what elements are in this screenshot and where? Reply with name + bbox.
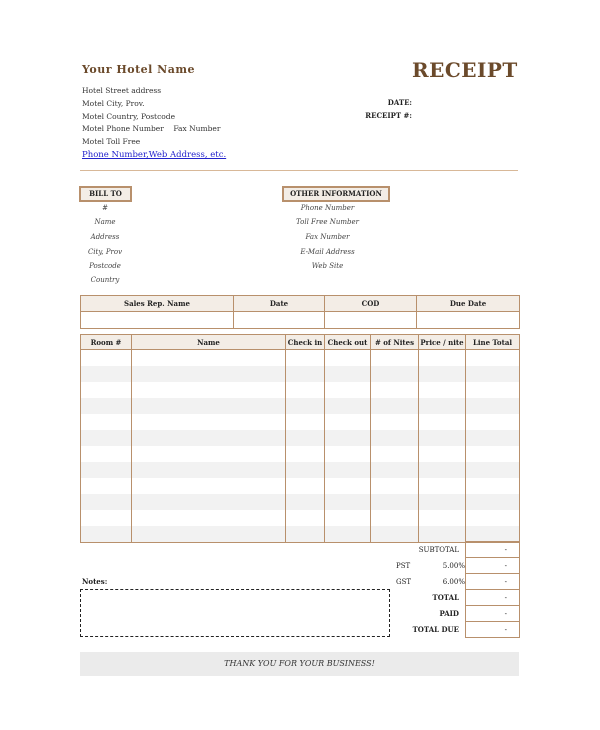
bill-to-field: Address — [90, 233, 120, 241]
item-cell[interactable] — [81, 494, 132, 510]
item-cell[interactable] — [466, 350, 520, 367]
item-cell[interactable] — [419, 414, 466, 430]
item-cell[interactable] — [286, 382, 325, 398]
col-sales-rep: Sales Rep. Name — [81, 296, 234, 312]
col-check-out: Check out — [325, 335, 371, 350]
items-table — [80, 334, 520, 543]
total-label: TOTAL — [432, 593, 459, 602]
item-cell[interactable] — [286, 430, 325, 446]
item-row — [81, 350, 520, 367]
item-cell[interactable] — [371, 398, 419, 414]
item-cell[interactable] — [132, 414, 286, 430]
bill-to-field: City, Prov — [87, 248, 123, 256]
item-cell[interactable] — [325, 510, 371, 526]
item-cell[interactable] — [466, 494, 520, 510]
total-due-value: - — [466, 622, 520, 638]
item-row — [81, 430, 520, 446]
item-cell[interactable] — [325, 366, 371, 382]
item-cell[interactable] — [466, 414, 520, 430]
item-cell[interactable] — [466, 446, 520, 462]
hotel-name: Your Hotel Name — [82, 63, 195, 76]
item-row — [81, 446, 520, 462]
paid-label: PAID — [439, 609, 459, 618]
item-cell[interactable] — [466, 430, 520, 446]
item-cell[interactable] — [325, 430, 371, 446]
item-cell[interactable] — [466, 478, 520, 494]
item-cell[interactable] — [325, 462, 371, 478]
item-cell[interactable] — [132, 430, 286, 446]
item-cell[interactable] — [466, 510, 520, 526]
item-cell[interactable] — [286, 462, 325, 478]
item-cell[interactable] — [419, 510, 466, 526]
item-cell[interactable] — [371, 366, 419, 382]
item-row — [81, 462, 520, 478]
col-line-total: Line Total — [466, 335, 520, 350]
item-cell[interactable] — [371, 350, 419, 367]
contact-link[interactable]: Phone Number,Web Address, etc. — [82, 150, 227, 160]
col-cod: COD — [325, 296, 417, 312]
gst-value: - — [466, 574, 520, 590]
notes-label: Notes: — [82, 577, 108, 586]
col-date: Date — [234, 296, 325, 312]
item-cell[interactable] — [371, 510, 419, 526]
item-cell[interactable] — [419, 462, 466, 478]
date-cell[interactable] — [234, 312, 325, 329]
col-nites: # of Nites — [371, 335, 419, 350]
item-row — [81, 478, 520, 494]
address-line: Hotel Street address — [82, 86, 162, 95]
bill-to-field: Name — [94, 218, 116, 226]
item-row — [81, 382, 520, 398]
receipt-number-label: RECEIPT #: — [365, 111, 412, 120]
address-line: Motel Country, Postcode — [82, 112, 176, 121]
item-cell[interactable] — [81, 462, 132, 478]
item-cell[interactable] — [325, 414, 371, 430]
item-cell[interactable] — [466, 366, 520, 382]
due-date-cell[interactable] — [417, 312, 520, 329]
item-cell[interactable] — [81, 526, 132, 543]
address-line: Motel City, Prov. — [82, 99, 145, 108]
item-cell[interactable] — [419, 430, 466, 446]
total-value: - — [466, 590, 520, 606]
item-cell[interactable] — [371, 446, 419, 462]
item-cell[interactable] — [371, 462, 419, 478]
col-due-date: Due Date — [417, 296, 520, 312]
subtotal-value: - — [466, 542, 520, 558]
item-cell[interactable] — [286, 414, 325, 430]
paid-value: - — [466, 606, 520, 622]
item-cell[interactable] — [419, 398, 466, 414]
item-cell[interactable] — [81, 382, 132, 398]
item-row — [81, 510, 520, 526]
item-cell[interactable] — [466, 398, 520, 414]
cod-cell[interactable] — [325, 312, 417, 329]
bill-to-field: # — [102, 204, 108, 212]
other-info-field: Fax Number — [305, 233, 350, 241]
item-cell[interactable] — [81, 414, 132, 430]
item-cell[interactable] — [132, 446, 286, 462]
item-cell[interactable] — [132, 510, 286, 526]
item-cell[interactable] — [419, 494, 466, 510]
item-cell[interactable] — [419, 350, 466, 367]
item-cell[interactable] — [81, 446, 132, 462]
item-cell[interactable] — [325, 526, 371, 543]
item-cell[interactable] — [325, 478, 371, 494]
item-cell[interactable] — [81, 510, 132, 526]
item-cell[interactable] — [371, 430, 419, 446]
bill-to-field: Country — [90, 276, 120, 284]
item-cell[interactable] — [325, 446, 371, 462]
item-cell[interactable] — [81, 478, 132, 494]
item-cell[interactable] — [419, 382, 466, 398]
item-cell[interactable] — [81, 366, 132, 382]
col-name: Name — [132, 335, 286, 350]
item-cell[interactable] — [286, 398, 325, 414]
gst-label: GST — [396, 577, 412, 586]
totals-table — [390, 541, 520, 638]
item-cell[interactable] — [132, 526, 286, 543]
item-cell[interactable] — [371, 494, 419, 510]
subtotal-label: SUBTOTAL — [418, 545, 459, 554]
item-cell[interactable] — [419, 366, 466, 382]
item-cell[interactable] — [132, 398, 286, 414]
divider — [80, 170, 518, 171]
date-label: DATE: — [387, 98, 412, 107]
item-cell[interactable] — [132, 494, 286, 510]
item-cell[interactable] — [325, 494, 371, 510]
item-cell[interactable] — [419, 478, 466, 494]
item-cell[interactable] — [286, 366, 325, 382]
col-price: Price / nite — [419, 335, 466, 350]
item-cell[interactable] — [81, 350, 132, 367]
other-info-field: Web Site — [311, 262, 344, 270]
item-cell[interactable] — [325, 398, 371, 414]
item-cell[interactable] — [81, 430, 132, 446]
sales-table — [80, 295, 520, 329]
total-due-label: TOTAL DUE — [412, 625, 459, 634]
item-cell[interactable] — [286, 446, 325, 462]
address-line: Motel Toll Free — [82, 137, 141, 146]
receipt-title: RECEIPT — [412, 58, 518, 82]
item-cell[interactable] — [132, 382, 286, 398]
other-info-field: Phone Number — [300, 204, 355, 212]
pst-value: - — [466, 558, 520, 574]
item-cell[interactable] — [325, 350, 371, 367]
col-room: Room # — [81, 335, 132, 350]
bill-to-heading: BILL TO — [79, 186, 132, 202]
item-cell[interactable] — [286, 350, 325, 367]
item-cell[interactable] — [286, 478, 325, 494]
other-info-heading: OTHER INFORMATION — [282, 186, 390, 202]
item-cell[interactable] — [286, 494, 325, 510]
item-cell[interactable] — [466, 462, 520, 478]
item-cell[interactable] — [325, 382, 371, 398]
item-cell[interactable] — [286, 526, 325, 543]
item-row — [81, 366, 520, 382]
other-info-field: Toll Free Number — [296, 218, 359, 226]
item-cell[interactable] — [81, 398, 132, 414]
item-cell[interactable] — [286, 510, 325, 526]
item-cell[interactable] — [132, 350, 286, 367]
item-cell[interactable] — [371, 478, 419, 494]
item-cell[interactable] — [132, 478, 286, 494]
item-row — [81, 398, 520, 414]
notes-box[interactable] — [80, 589, 390, 637]
item-cell[interactable] — [419, 446, 466, 462]
col-check-in: Check in — [286, 335, 325, 350]
thank-you-banner: THANK YOU FOR YOUR BUSINESS! — [80, 652, 519, 676]
item-row — [81, 414, 520, 430]
address-line: Motel Phone Number Fax Number — [82, 124, 221, 133]
gst-rate: 6.00% — [442, 577, 465, 586]
other-info-field: E-Mail Address — [300, 248, 355, 256]
item-cell[interactable] — [371, 414, 419, 430]
pst-label: PST — [396, 561, 411, 570]
item-cell[interactable] — [371, 382, 419, 398]
item-cell[interactable] — [132, 462, 286, 478]
item-cell[interactable] — [132, 366, 286, 382]
item-cell[interactable] — [466, 382, 520, 398]
pst-rate: 5.00% — [442, 561, 465, 570]
sales-rep-cell[interactable] — [81, 312, 234, 329]
item-row — [81, 494, 520, 510]
bill-to-field: Postcode — [89, 262, 121, 270]
